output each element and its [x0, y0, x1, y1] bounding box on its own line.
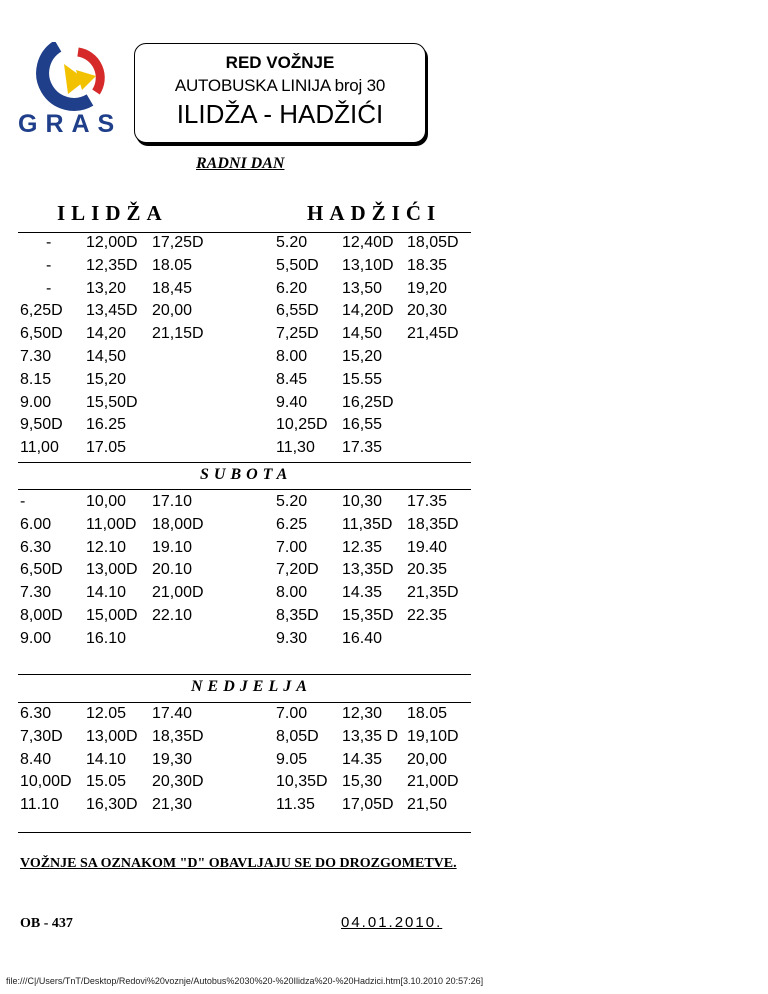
- departure-ilidza: 11.10: [20, 796, 59, 814]
- logo-text: GRAS: [18, 110, 123, 138]
- divider: [18, 489, 471, 490]
- departure-ilidza: 10,00: [86, 493, 127, 510]
- departure-hadzici: 18,35D: [407, 515, 459, 533]
- departure-hadzici: 18.05: [407, 705, 448, 722]
- departure-hadzici: 13,10D: [342, 256, 394, 274]
- departure-hadzici: 12,30: [342, 705, 383, 722]
- route-name: ILIDŽA - HADŽIĆI: [176, 99, 384, 129]
- departure-hadzici: 8,05D: [276, 727, 319, 745]
- departure-ilidza: 18,45: [152, 279, 193, 297]
- departure-hadzici: 19.40: [407, 538, 448, 556]
- departure-ilidza: 6,25D: [20, 302, 63, 320]
- departure-ilidza: 6,50D: [20, 325, 63, 343]
- departure-hadzici: 7,20D: [276, 561, 319, 579]
- departure-hadzici: 6.20: [276, 279, 308, 297]
- column-hadzici: HADŽIĆI: [307, 201, 442, 225]
- departure-ilidza: 8,00D: [20, 607, 63, 624]
- departure-ilidza: 9.00: [20, 629, 52, 647]
- departure-ilidza: 18.05: [152, 256, 193, 274]
- departure-hadzici: 14.35: [342, 584, 383, 602]
- departure-ilidza: 7.30: [20, 348, 52, 365]
- departure-hadzici: 15,30: [342, 773, 383, 791]
- departure-ilidza: 13,00D: [86, 561, 138, 579]
- departure-ilidza: 20,30D: [152, 773, 204, 791]
- departure-ilidza: 20.10: [152, 561, 193, 579]
- departure-hadzici: 18,05D: [407, 234, 459, 251]
- departure-ilidza: 18,35D: [152, 727, 204, 745]
- subota-label: SUBOTA: [200, 466, 293, 483]
- departure-hadzici: 10,30: [342, 493, 383, 510]
- departure-hadzici: 6.25: [276, 515, 308, 533]
- ob-number: OB - 437: [20, 916, 73, 931]
- departure-ilidza: 9.00: [20, 393, 52, 411]
- departure-ilidza: 17.05: [86, 439, 127, 457]
- departure-ilidza: 13,45D: [86, 302, 138, 320]
- departure-ilidza: 6.00: [20, 515, 52, 533]
- departure-hadzici: 13,35D: [342, 561, 394, 579]
- departure-hadzici: 15.55: [342, 370, 383, 388]
- divider: [18, 832, 471, 833]
- departure-hadzici: 7,25D: [276, 325, 319, 343]
- departure-ilidza: 7.30: [20, 584, 52, 602]
- departure-ilidza: 21,30: [152, 796, 193, 814]
- departure-ilidza: 17,25D: [152, 234, 204, 251]
- departure-ilidza: 15,00D: [86, 607, 138, 624]
- departure-hadzici: 15,20: [342, 348, 383, 365]
- timetable-heading: RED VOŽNJE: [225, 53, 335, 72]
- departure-hadzici: 11,30: [276, 439, 315, 457]
- departure-ilidza: 15.05: [86, 773, 127, 791]
- departure-hadzici: 8.00: [276, 584, 308, 602]
- departure-ilidza: 14,20: [86, 325, 127, 343]
- departure-hadzici: 7.00: [276, 705, 308, 722]
- departure-ilidza: 15,20: [86, 370, 127, 388]
- departure-hadzici: 21,50: [407, 796, 448, 814]
- departure-hadzici: 20,00: [407, 750, 448, 768]
- departure-ilidza: 6.30: [20, 538, 52, 556]
- departure-hadzici: 22.35: [407, 607, 448, 624]
- departure-ilidza: 12,35D: [86, 256, 138, 274]
- departure-ilidza: 12.05: [86, 705, 127, 722]
- departure-ilidza: 6.30: [20, 705, 52, 722]
- departure-hadzici: 21,35D: [407, 584, 459, 602]
- departure-ilidza: 16.25: [86, 416, 127, 434]
- departure-hadzici: 11,35D: [342, 515, 393, 533]
- departure-hadzici: 17.35: [342, 439, 383, 457]
- departure-hadzici: 11.35: [276, 796, 315, 814]
- departure-ilidza: 16,30D: [86, 796, 138, 814]
- departure-ilidza: 8.40: [20, 750, 52, 768]
- departure-ilidza: 22.10: [152, 607, 193, 624]
- departure-ilidza: 12.10: [86, 538, 127, 556]
- departure-hadzici: 14,20D: [342, 302, 394, 320]
- departure-ilidza: -: [46, 256, 52, 274]
- departure-hadzici: 9.40: [276, 393, 308, 411]
- departure-hadzici: 9.05: [276, 750, 308, 768]
- departure-ilidza: 8.15: [20, 370, 52, 388]
- divider: [18, 674, 471, 675]
- departure-hadzici: 16,25D: [342, 393, 394, 411]
- departure-hadzici: 5,50D: [276, 256, 319, 274]
- departure-hadzici: 19,10D: [407, 727, 459, 745]
- departure-hadzici: 5.20: [276, 234, 308, 251]
- departure-ilidza: 16.10: [86, 629, 127, 647]
- departure-hadzici: 7.00: [276, 538, 308, 556]
- departure-hadzici: 17.35: [407, 493, 448, 510]
- departure-hadzici: 5.20: [276, 493, 308, 510]
- departure-ilidza: 10,00D: [20, 773, 72, 791]
- departure-hadzici: 21,45D: [407, 325, 459, 343]
- departure-ilidza: 17.10: [152, 493, 193, 510]
- departure-hadzici: 21,00D: [407, 773, 459, 791]
- departure-ilidza: 14.10: [86, 584, 127, 602]
- departure-ilidza: -: [46, 234, 52, 251]
- departure-hadzici: 18.35: [407, 256, 448, 274]
- departure-hadzici: 20.35: [407, 561, 448, 579]
- departure-ilidza: 18,00D: [152, 515, 204, 533]
- departure-hadzici: 8.00: [276, 348, 308, 365]
- departure-ilidza: 6,50D: [20, 561, 63, 579]
- departure-hadzici: 8,35D: [276, 607, 319, 624]
- departure-hadzici: 19,20: [407, 279, 448, 297]
- departure-ilidza: -: [46, 279, 52, 297]
- departure-hadzici: 15,35D: [342, 607, 394, 624]
- departure-ilidza: 13,20: [86, 279, 127, 297]
- departure-hadzici: 6,55D: [276, 302, 319, 320]
- departure-ilidza: 13,00D: [86, 727, 138, 745]
- departure-hadzici: 12.35: [342, 538, 383, 556]
- departure-hadzici: 13,50: [342, 279, 383, 297]
- departure-hadzici: 13,35 D: [342, 727, 399, 745]
- departure-hadzici: 14.35: [342, 750, 383, 768]
- departure-ilidza: 12,00D: [86, 234, 138, 251]
- column-ilidza: ILIDŽA: [57, 201, 168, 225]
- departure-ilidza: 19,30: [152, 750, 193, 768]
- radni-dan-label: RADNI DAN: [196, 155, 285, 172]
- departure-ilidza: 11,00: [20, 439, 59, 457]
- departure-hadzici: 16.40: [342, 629, 383, 647]
- departure-ilidza: 9,50D: [20, 416, 63, 434]
- title-box: [134, 43, 426, 143]
- line-name: AUTOBUSKA LINIJA broj 30: [174, 76, 386, 95]
- departure-ilidza: 17.40: [152, 705, 193, 722]
- departure-ilidza: 15,50D: [86, 393, 138, 411]
- departure-ilidza: 21,15D: [152, 325, 204, 343]
- departure-hadzici: 10,35D: [276, 773, 328, 791]
- departure-ilidza: 11,00D: [86, 515, 137, 533]
- file-path: file:///C|/Users/TnT/Desktop/Redovi%20voznje/Autobus%2030%20-%20Ilidza%20-%20Hadzici.htm[3.10.2010 20:57:26]: [6, 976, 484, 986]
- departure-ilidza: 7,30D: [20, 727, 63, 745]
- nedjelja-label: NEDJELJA: [191, 678, 312, 695]
- departure-ilidza: 19.10: [152, 538, 193, 556]
- departure-ilidza: 21,00D: [152, 584, 204, 602]
- departure-hadzici: 10,25D: [276, 416, 328, 434]
- departure-ilidza: -: [20, 493, 26, 510]
- date: 04.01.2010.: [341, 914, 443, 931]
- departure-hadzici: 17,05D: [342, 796, 394, 814]
- departure-hadzici: 20,30: [407, 302, 448, 320]
- note-drozgometva: VOŽNJE SA OZNAKOM "D" OBAVLJAJU SE DO DROZGOMETVE.: [20, 856, 457, 871]
- departure-ilidza: 14.10: [86, 750, 127, 768]
- departure-hadzici: 16,55: [342, 416, 383, 434]
- departure-hadzici: 14,50: [342, 325, 383, 343]
- departure-ilidza: 20,00: [152, 302, 193, 320]
- departure-hadzici: 9.30: [276, 629, 308, 647]
- divider: [18, 462, 471, 463]
- departure-hadzici: 12,40D: [342, 234, 394, 251]
- departure-hadzici: 8.45: [276, 370, 308, 388]
- departure-ilidza: 14,50: [86, 348, 127, 365]
